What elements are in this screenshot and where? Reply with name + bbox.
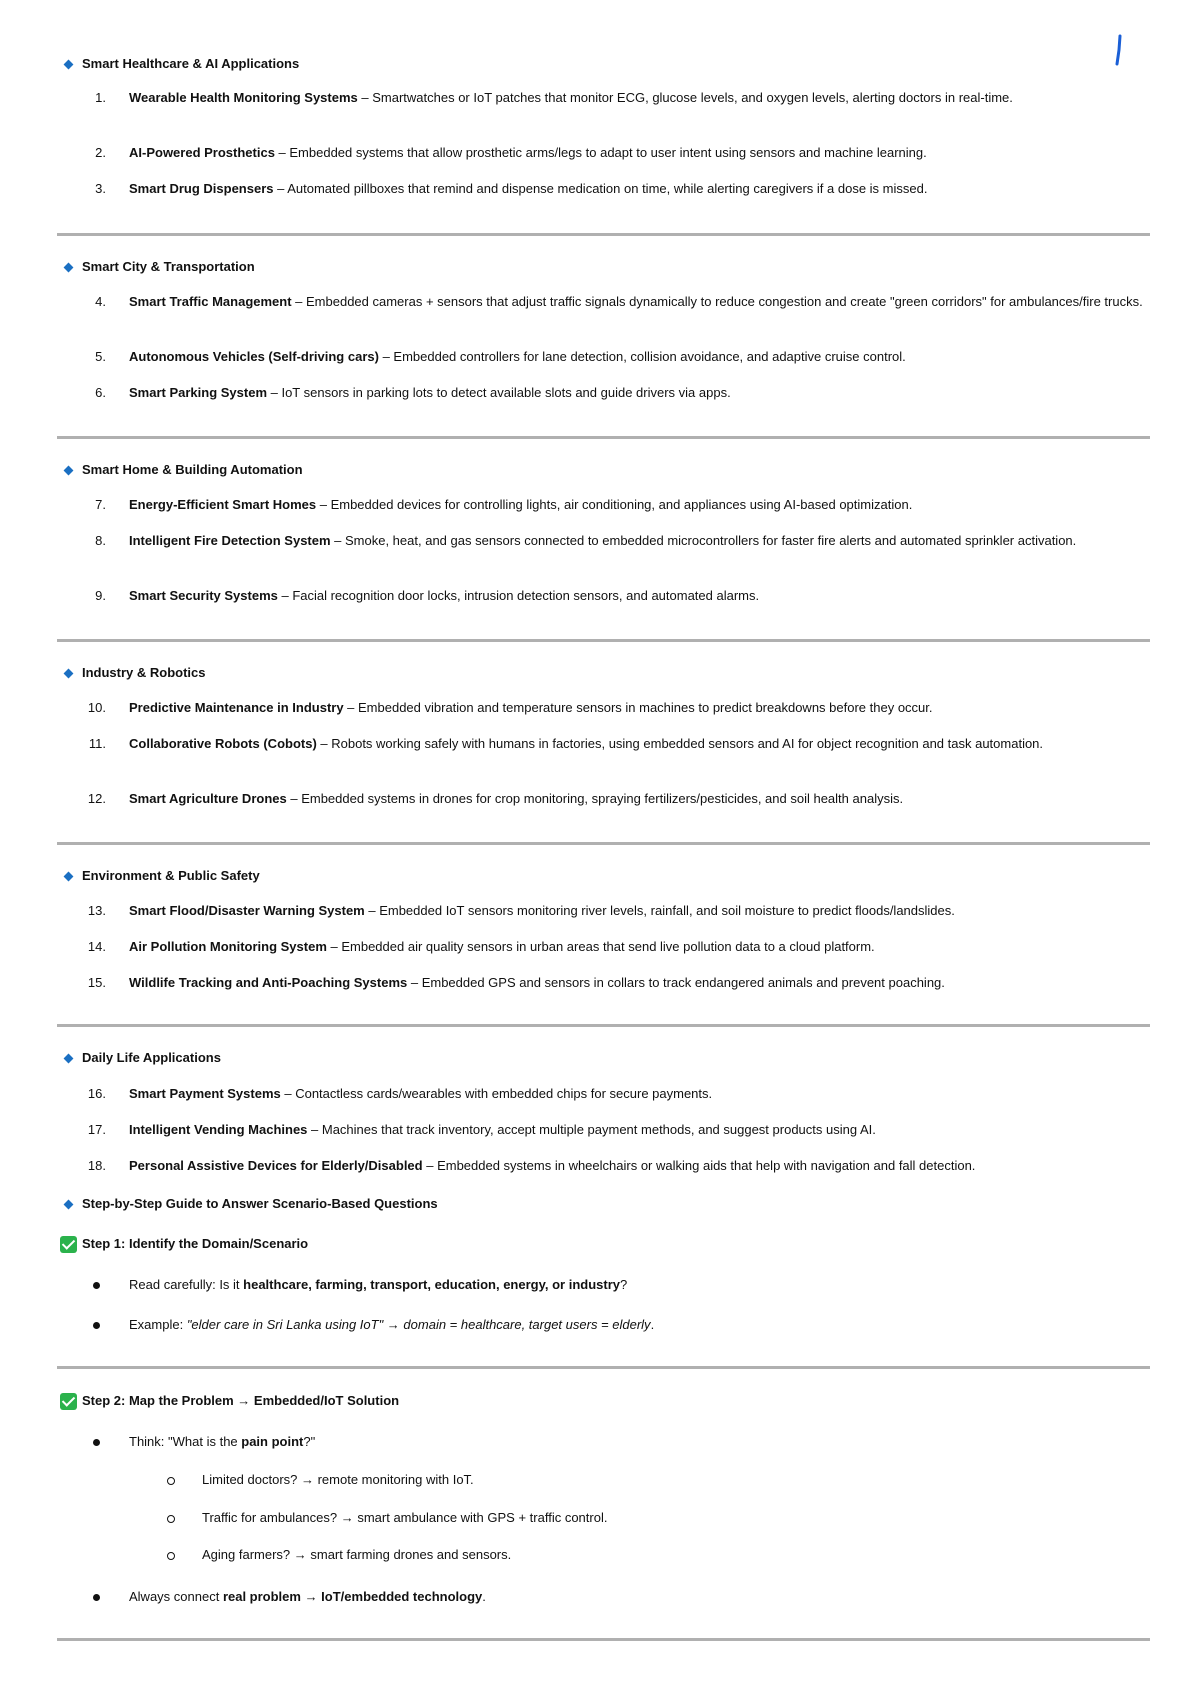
item-number: 18. <box>87 1158 106 1173</box>
item-number: 2. <box>95 145 106 160</box>
bullet-icon <box>93 1594 100 1601</box>
item-title: Intelligent Vending Machines <box>129 1122 308 1137</box>
item-title: Smart Security Systems <box>129 588 278 603</box>
text-span: ?" <box>303 1434 316 1449</box>
bullet-icon <box>93 1322 100 1329</box>
diamond-bullet-icon <box>64 1199 74 1209</box>
item-title: Wildlife Tracking and Anti-Poaching Systems <box>129 975 408 990</box>
item-number: 11. <box>88 736 106 751</box>
section-divider <box>57 1638 1150 1641</box>
item-title: Collaborative Robots (Cobots) <box>129 736 317 751</box>
item-number: 9. <box>95 588 106 603</box>
item-description: – Smartwatches or IoT patches that monitor ECG, glucose levels, and oxygen levels, alerting doctors in real-time. <box>357 90 1013 105</box>
item-description: – Facial recognition door locks, intrusion detection sensors, and automated alarms. <box>277 588 760 603</box>
item-title: Air Pollution Monitoring System <box>129 939 327 954</box>
text-span-bold: pain point <box>241 1434 304 1449</box>
bullet-text <box>129 1275 1149 1295</box>
diamond-bullet-icon <box>64 668 74 678</box>
section-title: Industry & Robotics <box>82 665 206 680</box>
item-description: – Embedded systems in drones for crop monitoring, spraying fertilizers/pesticides, and soil health analysis. <box>286 791 904 806</box>
diamond-bullet-icon <box>64 59 74 69</box>
item-number: 4. <box>95 294 106 309</box>
sub-bullet-text: Traffic for ambulances? → smart ambulance with GPS + traffic control. <box>202 1510 608 1525</box>
section-heading <box>65 1048 221 1068</box>
section-heading <box>65 663 206 683</box>
item-title: Autonomous Vehicles (Self-driving cars) <box>129 349 379 364</box>
text-span: Always connect <box>129 1589 223 1604</box>
item-title: Smart Traffic Management <box>129 294 292 309</box>
guide-heading <box>65 1194 438 1214</box>
item-title: Smart Payment Systems <box>129 1086 281 1101</box>
section-divider <box>57 639 1150 642</box>
circle-bullet-icon <box>167 1515 175 1523</box>
item-description: – Embedded IoT sensors monitoring river levels, rainfall, and soil moisture to predict floods/landslides. <box>364 903 955 918</box>
bullet-text <box>129 1587 1149 1607</box>
bullet-text <box>129 1432 1149 1452</box>
item-description: – Embedded systems in wheelchairs or walking aids that help with navigation and fall detection. <box>422 1158 976 1173</box>
section-divider <box>57 436 1150 439</box>
section-divider <box>57 1024 1150 1027</box>
item-description: – Embedded air quality sensors in urban areas that send live pollution data to a cloud platform. <box>326 939 875 954</box>
step-title: Step 1: Identify the Domain/Scenario <box>82 1236 309 1251</box>
section-heading <box>65 866 260 886</box>
diamond-bullet-icon <box>64 871 74 881</box>
bullet-text <box>129 1315 1149 1335</box>
item-number: 5. <box>95 349 106 364</box>
section-heading <box>65 54 299 74</box>
item-number: 7. <box>95 497 106 512</box>
circle-bullet-icon <box>167 1477 175 1485</box>
item-description: – IoT sensors in parking lots to detect available slots and guide drivers via apps. <box>267 385 731 400</box>
text-span-italic: "elder care in Sri Lanka using IoT" → domain = healthcare, target users = elderly <box>186 1317 651 1332</box>
item-title: Wearable Health Monitoring Systems <box>129 90 358 105</box>
section-title: Smart Healthcare & AI Applications <box>82 56 300 71</box>
item-number: 17. <box>87 1122 106 1137</box>
section-heading <box>65 460 303 480</box>
item-title: AI-Powered Prosthetics <box>129 145 275 160</box>
diamond-bullet-icon <box>64 262 74 272</box>
circle-bullet-icon <box>167 1552 175 1560</box>
section-title: Daily Life Applications <box>82 1050 221 1065</box>
item-number: 6. <box>95 385 106 400</box>
item-number: 1. <box>95 90 106 105</box>
diamond-bullet-icon <box>64 465 74 475</box>
sub-bullet-text: Aging farmers? → smart farming drones and sensors. <box>202 1547 512 1562</box>
item-title: Predictive Maintenance in Industry <box>129 700 344 715</box>
item-title: Energy-Efficient Smart Homes <box>129 497 317 512</box>
text-span: Example: <box>129 1317 187 1332</box>
item-description: – Embedded controllers for lane detection, collision avoidance, and adaptive cruise control. <box>378 349 906 364</box>
step-heading <box>60 1391 399 1411</box>
section-title: Environment & Public Safety <box>82 868 260 883</box>
item-description: – Embedded GPS and sensors in collars to track endangered animals and prevent poaching. <box>407 975 945 990</box>
item-description: – Machines that track inventory, accept multiple payment methods, and suggest products using AI. <box>307 1122 876 1137</box>
item-description: – Embedded cameras + sensors that adjust traffic signals dynamically to reduce congestion and create "green corridors" for ambulances/fire trucks. <box>291 294 1143 309</box>
item-description: – Automated pillboxes that remind and dispense medication on time, while alerting caregivers if a dose is missed. <box>273 181 928 196</box>
item-description: – Robots working safely with humans in factories, using embedded sensors and AI for object recognition and task automation. <box>316 736 1044 751</box>
item-title: Personal Assistive Devices for Elderly/Disabled <box>129 1158 423 1173</box>
item-title: Smart Parking System <box>129 385 268 400</box>
step-heading <box>60 1234 308 1254</box>
item-number: 14. <box>87 939 106 954</box>
item-title: Smart Drug Dispensers <box>129 181 274 196</box>
section-divider <box>57 842 1150 845</box>
text-span: . <box>482 1589 486 1604</box>
text-span: . <box>650 1317 655 1332</box>
item-title: Smart Flood/Disaster Warning System <box>129 903 365 918</box>
section-title: Smart City & Transportation <box>82 259 255 274</box>
item-description: – Contactless cards/wearables with embedded chips for secure payments. <box>280 1086 713 1101</box>
sub-bullet-text: Limited doctors? → remote monitoring with IoT. <box>202 1472 474 1487</box>
text-span-bold: real problem → IoT/embedded technology <box>222 1589 483 1604</box>
checkmark-icon <box>60 1236 77 1253</box>
item-number: 13. <box>87 903 106 918</box>
bullet-icon <box>93 1282 100 1289</box>
item-description: – Embedded systems that allow prosthetic arms/legs to adapt to user intent using sensors and machine learning. <box>274 145 927 160</box>
item-number: 12. <box>87 791 106 806</box>
diamond-bullet-icon <box>64 1053 74 1063</box>
item-description: – Embedded vibration and temperature sensors in machines to predict breakdowns before they occur. <box>343 700 933 715</box>
section-divider <box>57 1366 1150 1369</box>
item-number: 10. <box>87 700 106 715</box>
text-span: Read carefully: Is it <box>129 1277 244 1292</box>
item-number: 15. <box>87 975 106 990</box>
checkmark-icon <box>60 1393 77 1410</box>
item-number: 8. <box>95 533 106 548</box>
item-number: 3. <box>95 181 106 196</box>
section-heading <box>65 257 255 277</box>
item-number: 16. <box>87 1086 106 1101</box>
text-span: ? <box>620 1277 628 1292</box>
item-description: – Embedded devices for controlling lights, air conditioning, and appliances using AI-based optimization. <box>316 497 913 512</box>
text-span-bold: healthcare, farming, transport, education, energy, or industry <box>243 1277 620 1292</box>
section-title: Smart Home & Building Automation <box>82 462 303 477</box>
item-title: Smart Agriculture Drones <box>129 791 287 806</box>
step-title: Step 2: Map the Problem → Embedded/IoT Solution <box>82 1393 400 1408</box>
guide-title: Step-by-Step Guide to Answer Scenario-Based Questions <box>82 1196 438 1211</box>
text-span: Think: "What is the <box>129 1434 242 1449</box>
section-divider <box>57 233 1150 236</box>
pen-mark-icon <box>1108 32 1128 68</box>
item-title: Intelligent Fire Detection System <box>129 533 331 548</box>
item-description: – Smoke, heat, and gas sensors connected to embedded microcontrollers for faster fire alerts and automated sprinkler activation. <box>330 533 1077 548</box>
bullet-icon <box>93 1439 100 1446</box>
